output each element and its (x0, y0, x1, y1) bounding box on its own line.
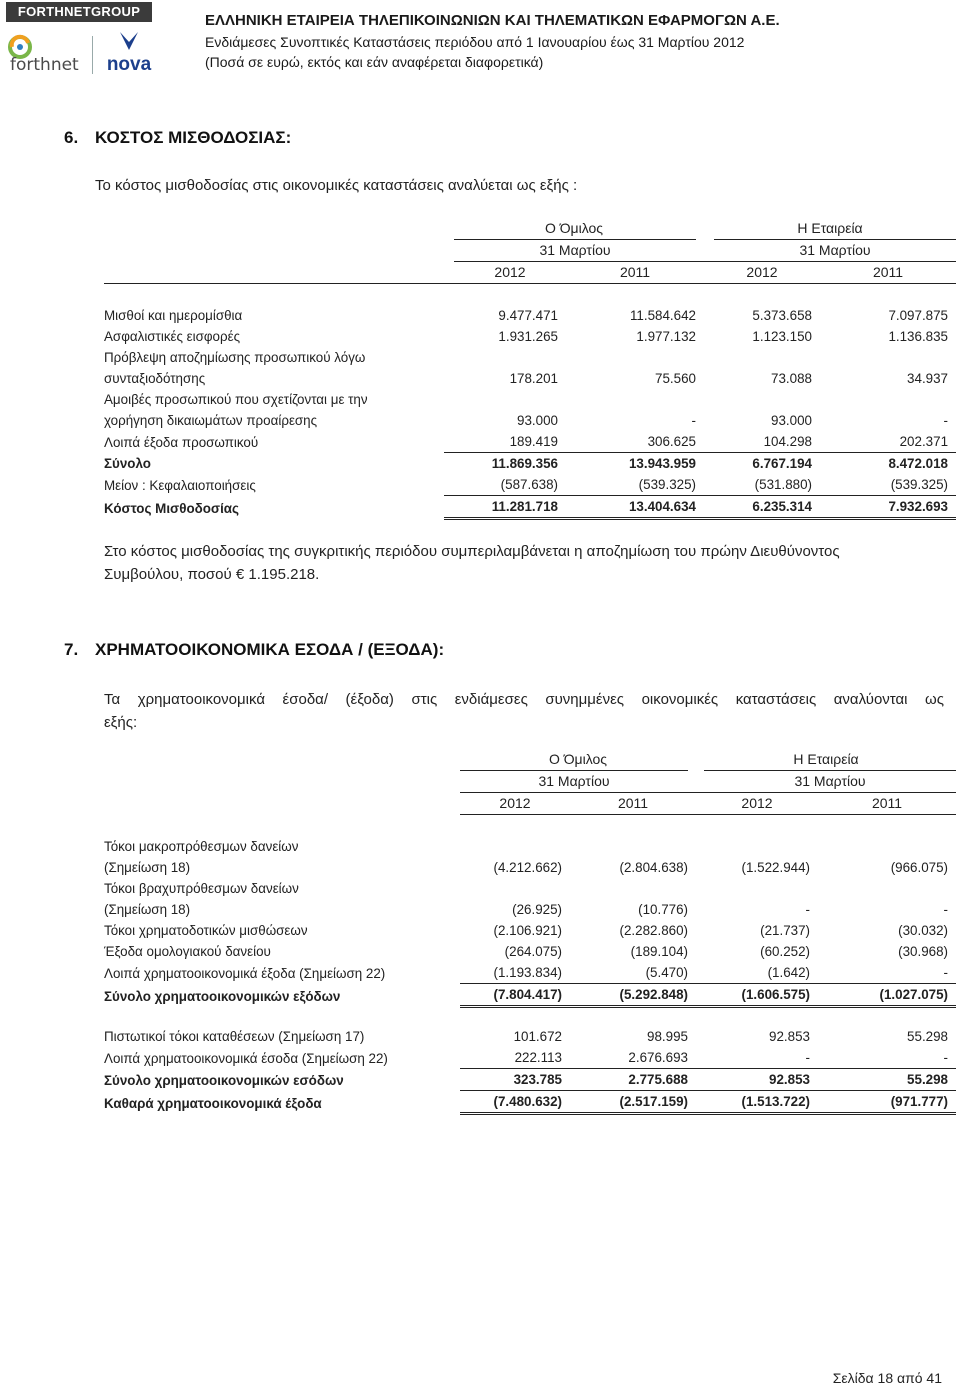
cell: (539.325) (566, 474, 704, 496)
row-label: Λοιπά χρηματοοικονομικά έσοδα (Σημείωση 22) (104, 1050, 388, 1066)
table-row (104, 899, 956, 920)
cell: 7.097.875 (888, 308, 949, 323)
intro-line: εξής: (104, 714, 138, 731)
row-label: Αμοιβές προσωπικού που σχετίζονται με την (104, 392, 368, 407)
cell: 5.373.658 (752, 308, 812, 323)
row-label: Κόστος Μισθοδοσίας (104, 500, 239, 516)
table-row (104, 1047, 956, 1069)
row-label: Πιστωτικοί τόκοι καταθέσεων (Σημείωση 17) (104, 1029, 365, 1044)
cell: (966.075) (890, 860, 949, 875)
row-label: (Σημείωση 18) (104, 902, 191, 917)
table-row (104, 984, 956, 1007)
cell: (7.804.417) (460, 984, 570, 1007)
table-row (104, 878, 956, 899)
row-label: χορήγηση δικαιωμάτων προαίρεσης (104, 413, 318, 428)
cell: - (818, 1047, 956, 1069)
section-6-intro: Το κόστος μισθοδοσίας στις οικονομικές καταστάσεις αναλύεται ως εξής : (95, 177, 578, 194)
payroll-note (104, 540, 954, 586)
cell: (1.522.944) (741, 860, 810, 875)
cell: (26.925) (512, 902, 562, 917)
cell: (2.282.860) (619, 923, 688, 938)
row-label: Τόκοι βραχυπρόθεσμων δανείων (104, 881, 299, 896)
payroll-cost-table (104, 218, 956, 520)
forthnet-group-logo: FORTHNETGROUP (6, 2, 152, 22)
cell: (539.325) (820, 474, 956, 496)
note-line: Στο κόστος μισθοδοσίας της συγκριτικής περιόδου συμπεριλαμβάνεται η αποζημίωση του πρώην Διευθύνοντος (104, 543, 840, 560)
table-row (104, 1069, 956, 1091)
cell: 34.937 (907, 371, 949, 386)
row-label: Σύνολο χρηματοοικονομικών εξόδων (104, 988, 341, 1004)
cell: 73.088 (771, 371, 812, 386)
cell: (2.517.159) (570, 1091, 696, 1114)
cell: 92.853 (769, 1029, 810, 1044)
cell: 93.000 (517, 413, 558, 428)
cell: 178.201 (509, 371, 558, 386)
currency-note: (Ποσά σε ευρώ, εκτός και εάν αναφέρεται διαφορετικά) (205, 54, 544, 70)
row-label: (Σημείωση 18) (104, 860, 191, 875)
year-header: 2012 (746, 264, 778, 280)
cell: - (691, 413, 696, 428)
row-label: Μείον : Κεφαλαιοποιήσεις (104, 477, 256, 493)
year-header: 2012 (494, 264, 526, 280)
table-row (104, 920, 956, 941)
cell: 11.869.356 (491, 456, 558, 471)
year-header: 2011 (617, 795, 649, 811)
cell: (587.638) (444, 474, 566, 496)
cell: (10.776) (638, 902, 688, 917)
section-6-number: 6. (64, 128, 79, 147)
table-row (104, 326, 956, 347)
year-header: 2011 (871, 795, 903, 811)
row-label: Σύνολο χρηματοοικονομικών εσόδων (104, 1072, 344, 1088)
row-label: Ασφαλιστικές εισφορές (104, 329, 241, 344)
cell: - (943, 902, 949, 917)
cell: (5.470) (570, 962, 696, 984)
cell: - (805, 902, 810, 917)
cell: 55.298 (818, 1069, 956, 1091)
cell: (4.212.662) (493, 860, 562, 875)
section-7-number: 7. (64, 640, 79, 659)
row-label: Λοιπά έξοδα προσωπικού (104, 434, 259, 450)
table-row (104, 347, 956, 368)
cell: 1.931.265 (498, 329, 558, 344)
cell: 13.943.959 (628, 456, 696, 471)
report-subtitle: Ενδιάμεσες Συνοπτικές Καταστάσεις περιόδου από 1 Ιανουαρίου έως 31 Μαρτίου 2012 (205, 34, 745, 50)
row-label: συνταξιοδότησης (104, 371, 206, 386)
cell: 101.672 (513, 1029, 562, 1044)
row-label: Τόκοι χρηματοδοτικών μισθώσεων (104, 923, 308, 938)
group-date: 31 Μαρτίου (460, 770, 688, 792)
year-header: 2012 (499, 795, 531, 811)
cell: 55.298 (907, 1029, 949, 1044)
cell: 1.977.132 (636, 329, 696, 344)
intro-line: Τα χρηματοοικονομικά έσοδα/ (έξοδα) στις ενδιάμεσες συνημμένες οικονομικές καταστάσεις αναλύονται ως (104, 691, 944, 708)
cell: 11.281.718 (444, 496, 566, 519)
cell: 75.560 (655, 371, 696, 386)
row-label: Σύνολο (104, 456, 151, 471)
cell: 189.419 (444, 431, 566, 453)
cell: (1.642) (696, 962, 818, 984)
cell: (189.104) (630, 944, 688, 959)
row-label: Τόκοι μακροπρόθεσμων δανείων (104, 839, 299, 854)
cell: 1.136.835 (888, 329, 949, 344)
company-header: Η Εταιρεία (793, 751, 859, 767)
group-date: 31 Μαρτίου (454, 239, 696, 261)
table-row (104, 453, 956, 475)
page-number: Σελίδα 18 από 41 (832, 1370, 942, 1386)
table-row (104, 305, 956, 326)
nova-wordmark: nova (106, 54, 152, 74)
cell: 93.000 (771, 413, 812, 428)
group-header: Ο Όμιλος (548, 751, 608, 767)
table-row (104, 857, 956, 878)
table-row (104, 1091, 956, 1114)
cell: 202.371 (820, 431, 956, 453)
table-row (104, 368, 956, 389)
section-6-title: ΚΟΣΤΟΣ ΜΙΣΘΟΔΟΣΙΑΣ: (95, 128, 292, 147)
table-row (104, 836, 956, 857)
cell: 6.767.194 (752, 456, 812, 471)
cell: (2.106.921) (493, 923, 562, 938)
company-date: 31 Μαρτίου (714, 239, 956, 261)
year-header: 2012 (741, 795, 773, 811)
cell: (60.252) (760, 944, 810, 959)
finance-income-expense-table (104, 749, 956, 1115)
row-label: Καθαρά χρηματοοικονομικά έξοδα (104, 1095, 322, 1111)
cell: 8.472.018 (888, 456, 949, 471)
cell: - (696, 1047, 818, 1069)
cell: 2.775.688 (570, 1069, 696, 1091)
logo-divider (92, 36, 93, 74)
cell: (1.193.834) (460, 962, 570, 984)
group-header: Ο Όμιλος (544, 220, 604, 236)
cell: (1.606.575) (696, 984, 818, 1007)
note-line: Συμβούλου, ποσού € 1.195.218. (104, 566, 320, 583)
table-row (104, 941, 956, 962)
cell: (531.880) (704, 474, 820, 496)
cell: 9.477.471 (498, 308, 558, 323)
cell: (971.777) (818, 1091, 956, 1114)
cell: 323.785 (460, 1069, 570, 1091)
cell: (264.075) (504, 944, 562, 959)
cell: (7.480.632) (460, 1091, 570, 1114)
forthnet-wordmark: forthnet (10, 55, 79, 75)
cell: 13.404.634 (566, 496, 704, 519)
cell: (30.968) (898, 944, 949, 959)
row-label: Λοιπά χρηματοοικονομικά έξοδα (Σημείωση 22) (104, 965, 386, 981)
row-label: Πρόβλεψη αποζημίωσης προσωπικού λόγω (104, 350, 366, 365)
year-header: 2011 (872, 264, 904, 280)
table-row (104, 1026, 956, 1047)
section-7-title: ΧΡΗΜΑΤΟΟΙΚΟΝΟΜΙΚΑ ΕΣΟΔΑ / (ΕΞΟΔΑ): (95, 640, 445, 659)
cell: 1.123.150 (752, 329, 812, 344)
table-row (104, 474, 956, 496)
cell: - (943, 413, 949, 428)
company-name: ΕΛΛΗΝΙΚΗ ΕΤΑΙΡΕΙΑ ΤΗΛΕΠΙΚΟΙΝΩΝΙΩΝ ΚΑΙ ΤΗΛΕΜΑΤΙΚΩΝ ΕΦΑΡΜΟΓΩΝ Α.Ε. (205, 12, 780, 29)
cell: (5.292.848) (570, 984, 696, 1007)
cell: 306.625 (566, 431, 704, 453)
cell: - (818, 962, 956, 984)
company-date: 31 Μαρτίου (704, 770, 956, 792)
cell: 222.113 (460, 1047, 570, 1069)
row-label: Μισθοί και ημερομίσθια (104, 308, 243, 323)
cell: (2.804.638) (619, 860, 688, 875)
cell: (1.027.075) (818, 984, 956, 1007)
section-7-intro (104, 688, 944, 734)
year-header: 2011 (619, 264, 651, 280)
cell: (30.032) (898, 923, 949, 938)
company-header: Η Εταιρεία (797, 220, 863, 236)
table-row (104, 496, 956, 519)
row-label: Έξοδα ομολογιακού δανείου (104, 944, 271, 959)
cell: 98.995 (647, 1029, 688, 1044)
cell: 6.235.314 (704, 496, 820, 519)
table-row (104, 389, 956, 410)
cell: 92.853 (696, 1069, 818, 1091)
cell: 7.932.693 (820, 496, 956, 519)
cell: 104.298 (704, 431, 820, 453)
cell: 11.584.642 (629, 308, 696, 323)
table-row (104, 431, 956, 453)
table-row (104, 410, 956, 431)
nova-logo (104, 30, 154, 74)
table-row (104, 962, 956, 984)
cell: (1.513.722) (696, 1091, 818, 1114)
cell: (21.737) (760, 923, 810, 938)
cell: 2.676.693 (570, 1047, 696, 1069)
